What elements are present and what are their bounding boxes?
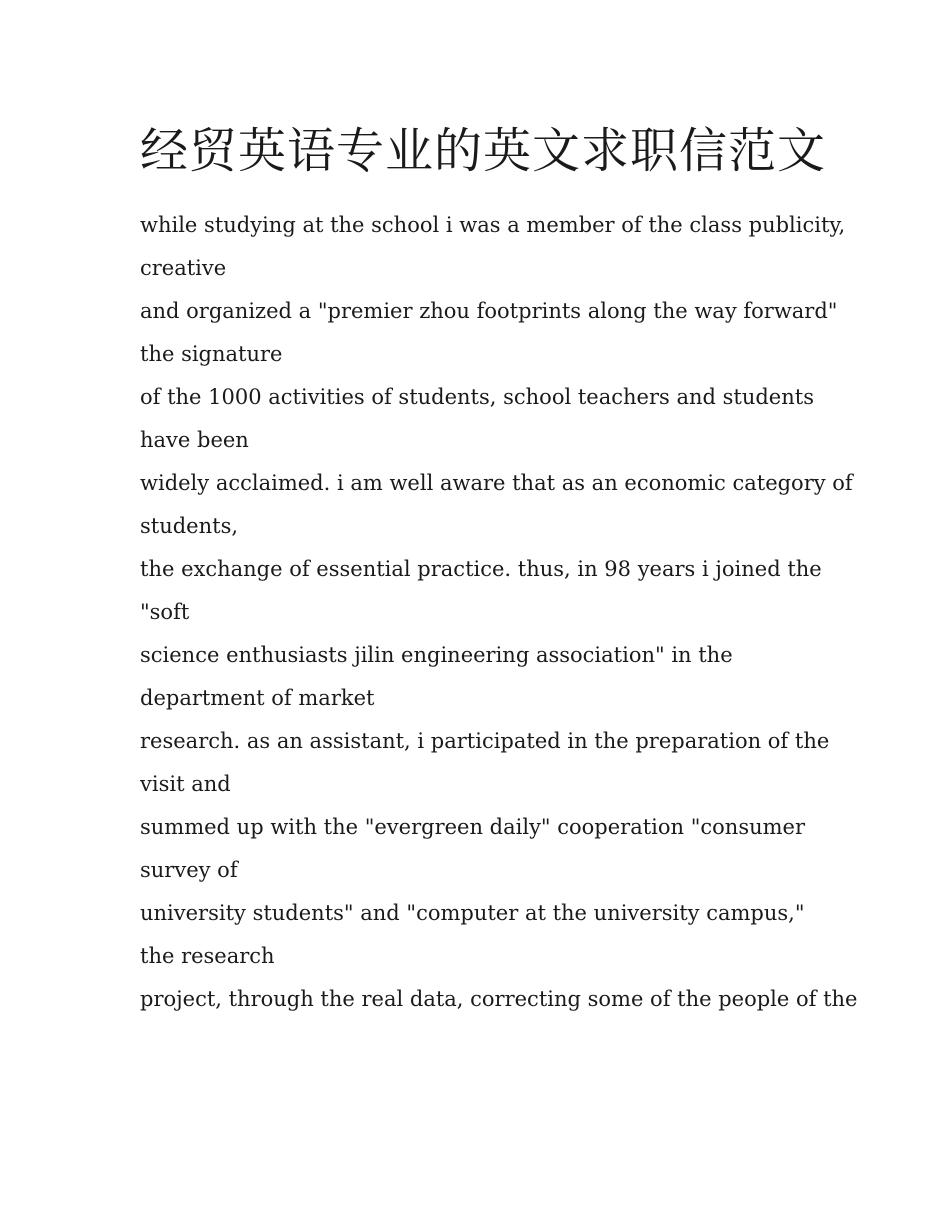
body-line: the exchange of essential practice. thus, in 98 years i joined the [140, 557, 822, 581]
body-line: the research [140, 944, 275, 968]
body-line: project, through the real data, correcting some of the people of the [140, 987, 858, 1011]
body-line: the signature [140, 342, 283, 366]
body-line: department of market [140, 686, 375, 710]
body-line: survey of [140, 858, 238, 882]
body-line: university students" and "computer at the university campus," [140, 901, 805, 925]
body-line: summed up with the "evergreen daily" cooperation "consumer [140, 815, 806, 839]
body-line: visit and [140, 772, 231, 796]
body-line: and organized a "premier zhou footprints along the way forward" [140, 299, 838, 323]
body-line: students, [140, 514, 239, 538]
document-title: 经贸英语专业的英文求职信范文 [140, 123, 827, 179]
body-line: have been [140, 428, 249, 452]
body-line: while studying at the school i was a member of the class publicity, [140, 213, 846, 237]
body-line: research. as an assistant, i participated in the preparation of the [140, 729, 830, 753]
body-line: "soft [140, 600, 190, 624]
document-page [140, 112, 858, 1021]
document-body [140, 204, 858, 1021]
body-line: of the 1000 activities of students, school teachers and students [140, 385, 814, 409]
body-line: creative [140, 256, 227, 280]
body-line: widely acclaimed. i am well aware that as an economic category of [140, 471, 853, 495]
body-line: science enthusiasts jilin engineering association" in the [140, 643, 733, 667]
